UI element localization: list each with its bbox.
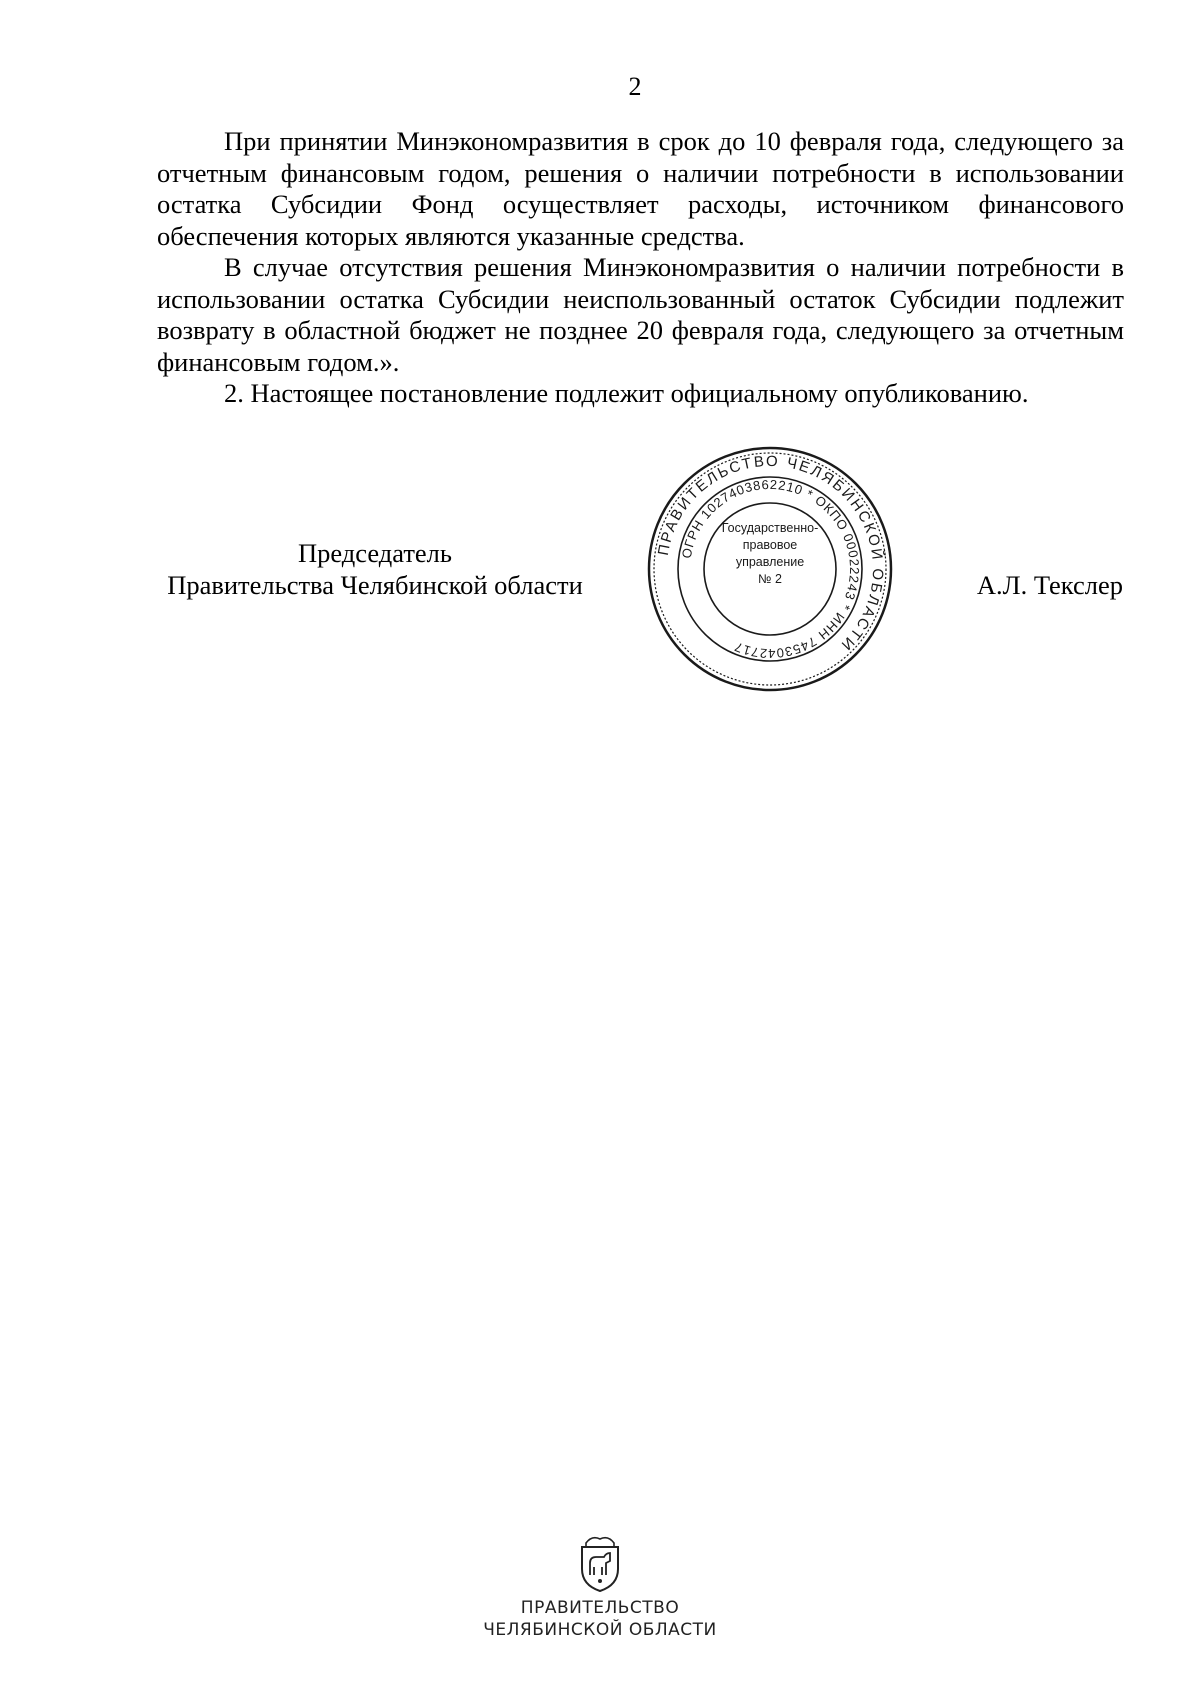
paragraph-subsidy-usage: При принятии Минэкономразвития в срок до 10 февраля года, следующего за отчетным финансовым годом, решения о наличии потребности в использовании остатка Субсидии Фонд осуществляет расходы, источником финансового обеспечения которых являются указанные средства. (157, 126, 1124, 251)
stamp-center-line: правовое (742, 538, 798, 552)
signatory-position (140, 538, 610, 601)
stamp-center-line: № 2 (758, 572, 782, 586)
stamp-inner-text: ОГРН 1027403862210 * ОКПО 00022243 * ИНН 7453042717 (678, 476, 863, 662)
footer-line: ПРАВИТЕЛЬСТВО (520, 1598, 680, 1618)
stamp-center-line: Государственно- (721, 521, 819, 535)
coat-of-arms-icon (576, 1533, 624, 1593)
stamp-outer-text: ПРАВИТЕЛЬСТВО ЧЕЛЯБИНСКОЙ ОБЛАСТИ (654, 452, 887, 655)
signatory-position-line: Председатель (298, 538, 452, 568)
paragraph-subsidy-return: В случае отсутствия решения Минэкономразвития о наличии потребности в использовании остатка Субсидии неиспользованный остаток Субсидии подлежит возврату в областной бюджет не позднее 20 февраля года, следующего за отчетным финансовым годом.». (157, 252, 1124, 377)
paragraph-publication: 2. Настоящее постановление подлежит официальному опубликованию. (224, 378, 1029, 408)
footer-line: ЧЕЛЯБИНСКОЙ ОБЛАСТИ (483, 1620, 717, 1640)
signatory-name: А.Л. Текслер (976, 569, 1123, 600)
footer-letterhead (0, 1533, 1200, 1641)
signatory-position-line: Правительства Челябинской области (167, 569, 583, 600)
stamp-center-line: управление (735, 555, 805, 569)
signature-block (130, 538, 1130, 658)
document-body (157, 126, 1124, 410)
footer-organization-name (0, 1597, 1200, 1641)
page-number: 2 (628, 72, 642, 101)
